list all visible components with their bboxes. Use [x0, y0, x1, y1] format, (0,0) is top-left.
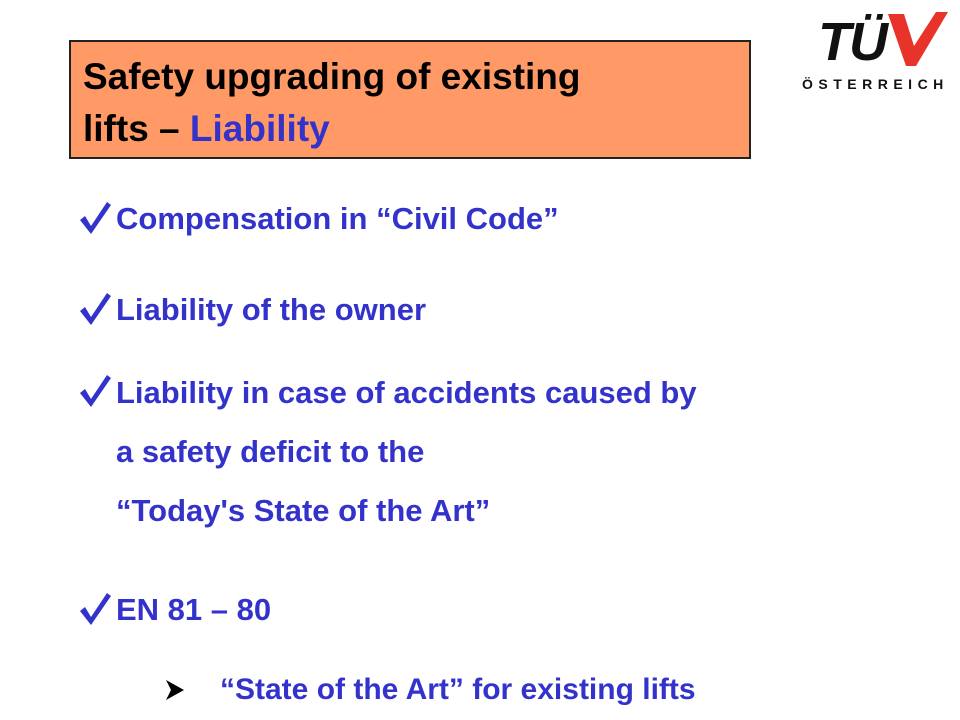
title-line-2	[83, 103, 749, 155]
sub-bullet-text: “State of the Art” for existing lifts	[220, 673, 696, 706]
title-prefix: lifts –	[83, 108, 190, 149]
title-box	[69, 40, 751, 159]
title-accent: Liability	[189, 108, 330, 149]
logo-word: TÜ	[818, 12, 886, 72]
title-line-1: Safety upgrading of existing	[83, 56, 581, 97]
bullet-line-1: Liability in case of accidents caused by	[116, 375, 697, 410]
logo-subtitle: ÖSTERREICH	[802, 76, 949, 92]
checkmark-icon	[78, 590, 112, 628]
checkmark-icon	[78, 372, 112, 410]
arrow-right-icon	[164, 678, 186, 702]
checkmark-icon	[78, 290, 112, 328]
bullet-text: Compensation in “Civil Code”	[116, 201, 559, 236]
bullet-text	[116, 363, 697, 540]
checkmark-icon	[78, 199, 112, 237]
bullet-line-3: “Today's State of the Art”	[116, 493, 491, 528]
bullet-line-2: a safety deficit to the	[116, 434, 425, 469]
bullet-text: EN 81 – 80	[116, 592, 272, 627]
bullet-text: Liability of the owner	[116, 292, 427, 327]
tuv-logo	[800, 10, 950, 102]
logo-check-icon	[886, 10, 950, 72]
